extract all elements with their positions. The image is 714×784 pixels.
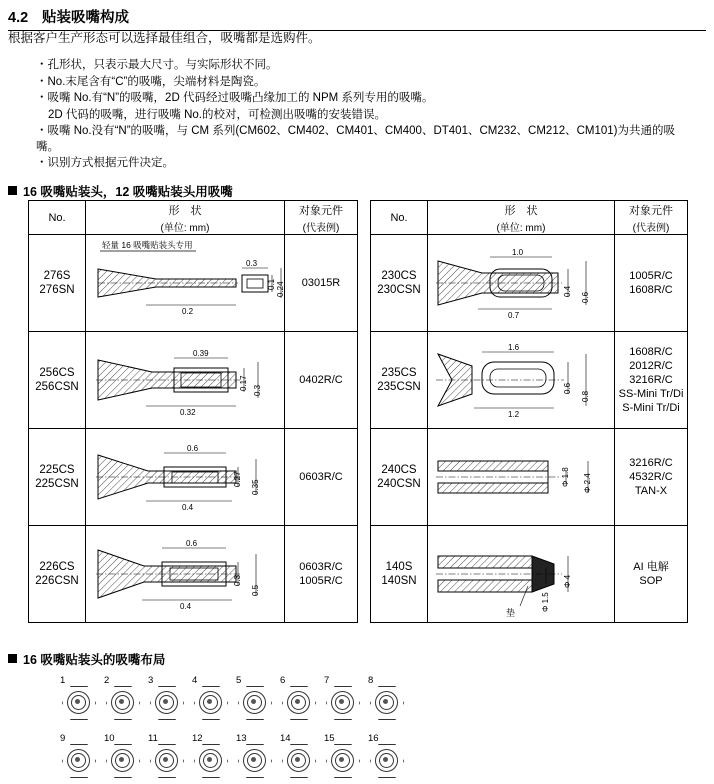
cell-no [29,526,86,623]
svg-text:1.6: 1.6 [508,343,520,352]
nozzle-number: 3 [148,675,154,686]
svg-text:0.4: 0.4 [563,285,572,297]
nozzle-position [280,733,316,780]
nozzle-hole [295,757,300,762]
header-shape-unit: (单位: mm) [496,222,546,234]
table-row [371,235,688,332]
section-intro: 根据客户生产形态可以选择最佳组合，吸嘴都是选购件。 [8,31,321,45]
nozzle-table-right [370,200,688,623]
nozzle-position [324,733,360,780]
svg-text:0.6: 0.6 [563,382,572,394]
header-part-label: 对象元件 [299,204,343,217]
svg-text:0.32: 0.32 [180,408,196,417]
cell-no [29,332,86,429]
nozzle-hole [119,757,124,762]
header-shape [428,201,615,235]
no-line1: 140S [385,561,413,573]
svg-text:0.5: 0.5 [251,584,260,596]
svg-text:Φ 1.8: Φ 1.8 [561,467,570,487]
no-line1: 226CS [39,561,75,573]
svg-text:0.35: 0.35 [251,479,260,495]
table-row [29,235,358,332]
header-part-label: 对象元件 [629,204,673,217]
nozzle-hole [383,757,388,762]
nozzle-position [192,733,228,780]
svg-text:0.1: 0.1 [267,278,276,290]
bullet-item: ・孔形状，只表示最大尺寸。与实际形状不同。 [36,59,278,71]
part-line1: 0603R/C [299,471,343,483]
cell-shape [86,526,285,623]
no-line2: 256CSN [35,381,79,393]
part-line2: 1608R/C [629,284,673,296]
nozzle-table-left [28,200,358,623]
cell-no [371,526,428,623]
part-line2: 1005R/C [299,575,343,587]
header-part-sub: (代表例) [632,222,670,234]
nozzle-position [60,675,96,722]
cell-part [285,429,358,526]
nozzle-hole [383,699,388,704]
nozzle-number: 14 [280,733,291,744]
nozzle-position [148,733,184,780]
nozzle-position [368,733,404,780]
nozzle-position [280,675,316,722]
no-line1: 225CS [39,464,75,476]
table-row [371,332,688,429]
bullet-item: ・识别方式根据元件决定。 [36,157,174,169]
cell-no [371,429,428,526]
nozzle-position [148,675,184,722]
svg-text:0.4: 0.4 [182,503,194,512]
cell-part [285,526,358,623]
subheading-nozzles [8,182,233,200]
section-title: 贴装吸嘴构成 [42,10,129,26]
svg-text:0.6: 0.6 [187,444,199,453]
cell-part [285,332,358,429]
part-line1: 3216R/C [629,457,673,469]
no-line2: 240CSN [377,478,421,490]
nozzle-position [104,733,140,780]
header-shape-unit: (单位: mm) [160,222,210,234]
nozzle-number: 11 [148,733,158,744]
svg-text:Φ 1.5: Φ 1.5 [541,592,550,612]
no-line2: 235CSN [377,381,421,393]
cell-no [371,332,428,429]
nozzle-number: 1 [60,675,66,686]
nozzle-number: 5 [236,675,242,686]
nozzle-number: 15 [324,733,335,744]
svg-text:1.2: 1.2 [508,410,520,419]
section-number: 4.2 [8,10,29,26]
svg-text:0.17: 0.17 [239,375,248,391]
nozzle-number: 2 [104,675,110,686]
nozzle-hole [207,699,212,704]
bullet-item: ・No.末尾含有“C”的吸嘴，尖端材料是陶瓷。 [36,75,266,88]
svg-text:0.39: 0.39 [193,349,209,358]
shape-drawing-235cs [428,332,614,428]
nozzle-layout-diagram [60,672,660,784]
nozzle-number: 8 [368,675,374,686]
no-line1: 240CS [381,464,417,476]
shape-drawing-226cs [86,526,284,622]
svg-text:Φ 2.4: Φ 2.4 [583,473,592,493]
nozzle-position [368,675,404,722]
svg-text:0.4: 0.4 [180,602,192,611]
svg-text:轻量 16 吸嘴贴装头专用: 轻量 16 吸嘴贴装头专用 [102,240,193,250]
shape-drawing-240cs [428,429,614,525]
svg-text:0.3: 0.3 [233,574,242,586]
cell-shape [428,429,615,526]
cell-no [29,429,86,526]
cell-part [615,429,688,526]
cell-shape [86,235,285,332]
nozzle-hole [163,757,168,762]
nozzle-number: 10 [104,733,115,744]
cell-shape [428,235,615,332]
nozzle-hole [163,699,168,704]
cell-part [285,235,358,332]
svg-text:0.27: 0.27 [233,471,242,487]
no-line1: 256CS [39,367,75,379]
part-line1: 0603R/C [299,561,343,573]
nozzle-number: 6 [280,675,286,686]
bullet-item: 2D 代码的吸嘴，进行吸嘴 No.的校对，可检测出吸嘴的安装错误。 [48,108,386,121]
bullet-list [36,58,696,173]
nozzle-position [324,675,360,722]
cell-shape [86,332,285,429]
cell-shape [428,526,615,623]
shape-drawing-225cs [86,429,284,525]
bullet-square-icon [8,654,17,663]
section-heading [8,6,706,31]
cell-shape [428,332,615,429]
header-shape-label: 形 状 [168,204,202,217]
header-shape-label: 形 状 [504,204,538,217]
nozzle-position [236,733,272,780]
part-line1: 1608R/C [629,346,673,358]
part-line2: 4532R/C [629,471,673,483]
table-header-row [29,201,358,235]
cell-no [371,235,428,332]
nozzle-position [60,733,96,780]
header-shape [86,201,285,235]
no-line2: 225CSN [35,478,79,490]
part-line1: AI 电解 [633,561,669,573]
nozzle-hole [251,757,256,762]
nozzle-hole [339,699,344,704]
no-line1: 235CS [381,367,417,379]
part-line3: 3216R/C [629,374,673,386]
no-line1: 276S [43,270,71,282]
svg-text:1.0: 1.0 [512,248,524,257]
nozzle-hole [75,699,80,704]
table-header-row [371,201,688,235]
table-row [371,526,688,623]
nozzle-number: 4 [192,675,198,686]
cell-part [615,526,688,623]
header-no: No. [371,201,428,235]
table-row [29,526,358,623]
no-line1: 230CS [381,270,417,282]
nozzle-number: 16 [368,733,379,744]
nozzle-number: 7 [324,675,330,686]
table-row [29,429,358,526]
nozzle-hole [75,757,80,762]
shape-drawing-256cs [86,332,284,428]
header-part [615,201,688,235]
bullet-square-icon [8,186,17,195]
header-part-sub: (代表例) [302,222,340,234]
nozzle-hole [251,699,256,704]
svg-text:0.8: 0.8 [581,390,590,402]
nozzle-position [192,675,228,722]
nozzle-hole [295,699,300,704]
shape-drawing-230cs [428,235,614,331]
subheading-layout [8,650,165,668]
part-line5: S-Mini Tr/Di [622,402,680,414]
shape-drawing-276s [86,235,284,331]
nozzle-position [236,675,272,722]
bullet-item: ・吸嘴 No.有“N”的吸嘴，2D 代码经过吸嘴凸缘加工的 NPM 系列专用的吸嘴。 [36,92,434,104]
subheading-nozzles-label: 16 吸嘴贴装头，12 吸嘴贴装头用吸嘴 [23,185,233,199]
part-line1: 1005R/C [629,270,673,282]
svg-text:垫: 垫 [506,608,516,618]
nozzle-hole [339,757,344,762]
part-line1: 0402R/C [299,374,343,386]
nozzle-position [104,675,140,722]
svg-text:0.2: 0.2 [182,307,194,316]
nozzle-number: 12 [192,733,203,744]
subheading-layout-label: 16 吸嘴贴装头的吸嘴布局 [23,653,166,667]
part-line1: 03015R [301,277,341,289]
table-row [29,332,358,429]
no-line2: 230CSN [377,284,421,296]
nozzle-hole [119,699,124,704]
cell-no [29,235,86,332]
svg-text:0.7: 0.7 [508,311,520,320]
part-line2: SOP [639,575,663,587]
bullet-item: ・吸嘴 No.没有“N”的吸嘴，与 CM 系列(CM602、CM402、CM401、CM400、DT401、CM232、CM212、CM101)为共通的吸嘴。 [36,125,676,153]
cell-part [615,235,688,332]
cell-part [615,332,688,429]
table-row [371,429,688,526]
no-line2: 276SN [39,284,75,296]
svg-text:0.3: 0.3 [246,259,258,268]
nozzle-number: 9 [60,733,66,744]
no-line2: 140SN [381,575,417,587]
svg-text:0.6: 0.6 [186,539,198,548]
svg-text:Φ 4: Φ 4 [563,574,572,588]
svg-text:0.3: 0.3 [253,384,262,396]
nozzle-number: 13 [236,733,247,744]
header-no: No. [29,201,86,235]
header-part [285,201,358,235]
part-line3: TAN-X [634,485,668,497]
no-line2: 226CSN [35,575,79,587]
svg-text:0.6: 0.6 [581,291,590,303]
part-line4: SS-Mini Tr/Di [618,388,684,400]
part-line2: 2012R/C [629,360,673,372]
nozzle-hole [207,757,212,762]
cell-shape [86,429,285,526]
svg-text:0.24: 0.24 [276,281,285,297]
shape-drawing-140s [428,526,614,622]
